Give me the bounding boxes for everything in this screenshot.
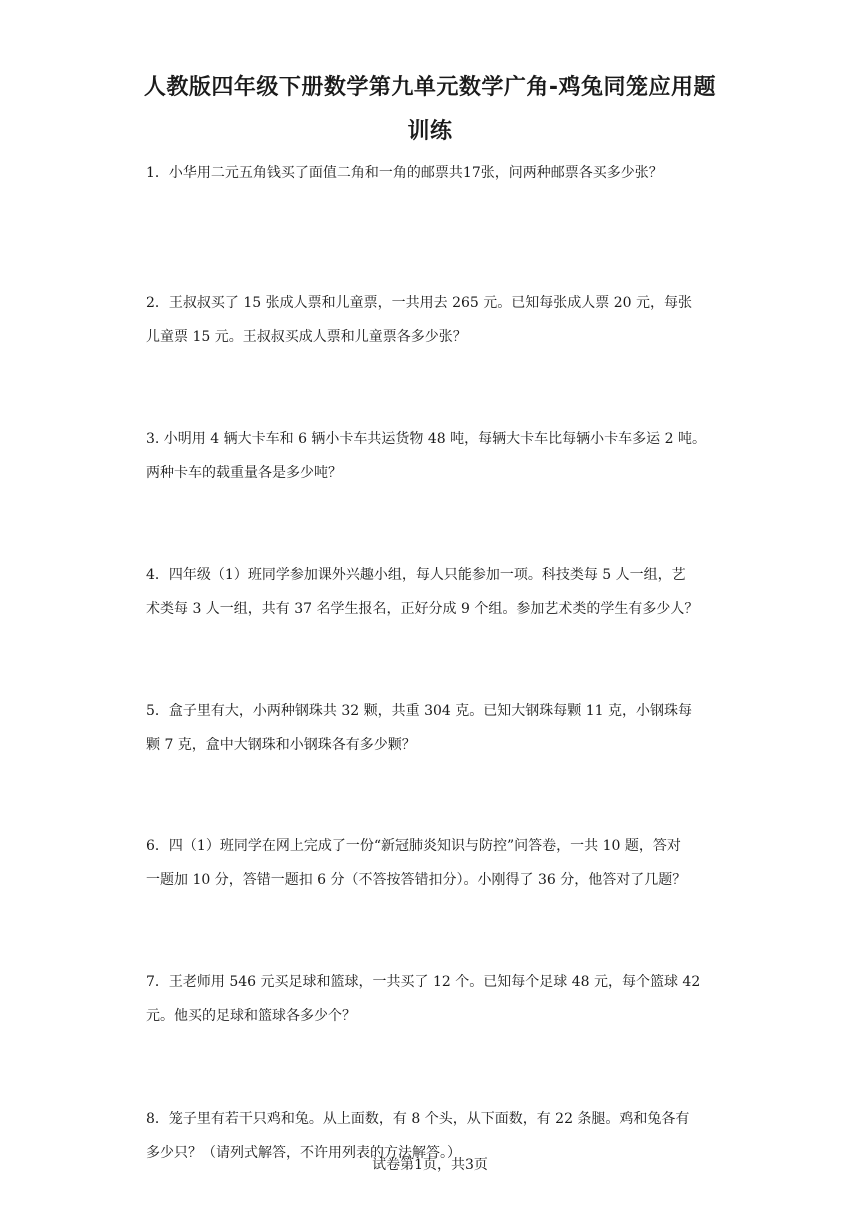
question-7 xyxy=(146,965,721,1033)
page-title: 人教版四年级下册数学第九单元数学广角-鸡兔同笼应用题 xyxy=(143,75,717,100)
question-6 xyxy=(146,829,721,897)
page-title-continued: 训练 xyxy=(407,119,453,144)
question-8-line-1: 8．笼子里有若干只鸡和兔。从上面数，有 8 个头，从下面数，有 22 条腿。鸡和兔各有 xyxy=(146,1111,690,1127)
question-6-line-2: 一题加 10 分，答错一题扣 6 分（不答按答错扣分）。小刚得了 36 分，他答对了几题？ xyxy=(146,872,687,888)
page-footer: 试卷第1页，共3页 xyxy=(372,1157,488,1173)
question-3 xyxy=(146,422,721,490)
question-1 xyxy=(146,156,721,190)
question-4-line-1: 4．四年级（1）班同学参加课外兴趣小组，每人只能参加一项。科技类每 5 人一组，艺 xyxy=(146,567,686,583)
question-2-line-1: 2．王叔叔买了 15 张成人票和儿童票，一共用去 265 元。已知每张成人票 20 元，每张 xyxy=(146,295,692,311)
question-6-line-1: 6．四（1）班同学在网上完成了一份“新冠肺炎知识与防控”问答卷，一共 10 题，答对 xyxy=(146,838,681,854)
question-7-line-2: 元。他买的足球和篮球各多少个？ xyxy=(146,1008,356,1024)
question-4-line-2: 术类每 3 人一组，共有 37 名学生报名，正好分成 9 个组。参加艺术类的学生有多少人？ xyxy=(146,601,699,617)
question-2 xyxy=(146,286,721,354)
question-2-line-2: 儿童票 15 元。王叔叔买成人票和儿童票各多少张？ xyxy=(146,329,467,345)
question-4 xyxy=(146,558,721,626)
question-5 xyxy=(146,694,721,762)
question-8-line-2: 多少只？（请列式解答，不许用列表的方法解答。） xyxy=(146,1145,461,1161)
question-5-line-2: 颗 7 克，盒中大钢珠和小钢珠各有多少颗？ xyxy=(146,737,416,753)
question-1-line-1: 1．小华用二元五角钱买了面值二角和一角的邮票共17张，问两种邮票各买多少张？ xyxy=(146,165,663,181)
question-7-line-1: 7．王老师用 546 元买足球和篮球，一共买了 12 个。已知每个足球 48 元，每个篮球 42 xyxy=(146,974,701,990)
question-3-line-1: 3. 小明用 4 辆大卡车和 6 辆小卡车共运货物 48 吨，每辆大卡车比每辆小卡车多运 2 吨。 xyxy=(146,431,706,447)
question-5-line-1: 5．盒子里有大，小两种钢珠共 32 颗，共重 304 克。已知大钢珠每颗 11 克，小钢珠每 xyxy=(146,703,692,719)
question-3-line-2: 两种卡车的载重量各是多少吨？ xyxy=(146,465,342,481)
